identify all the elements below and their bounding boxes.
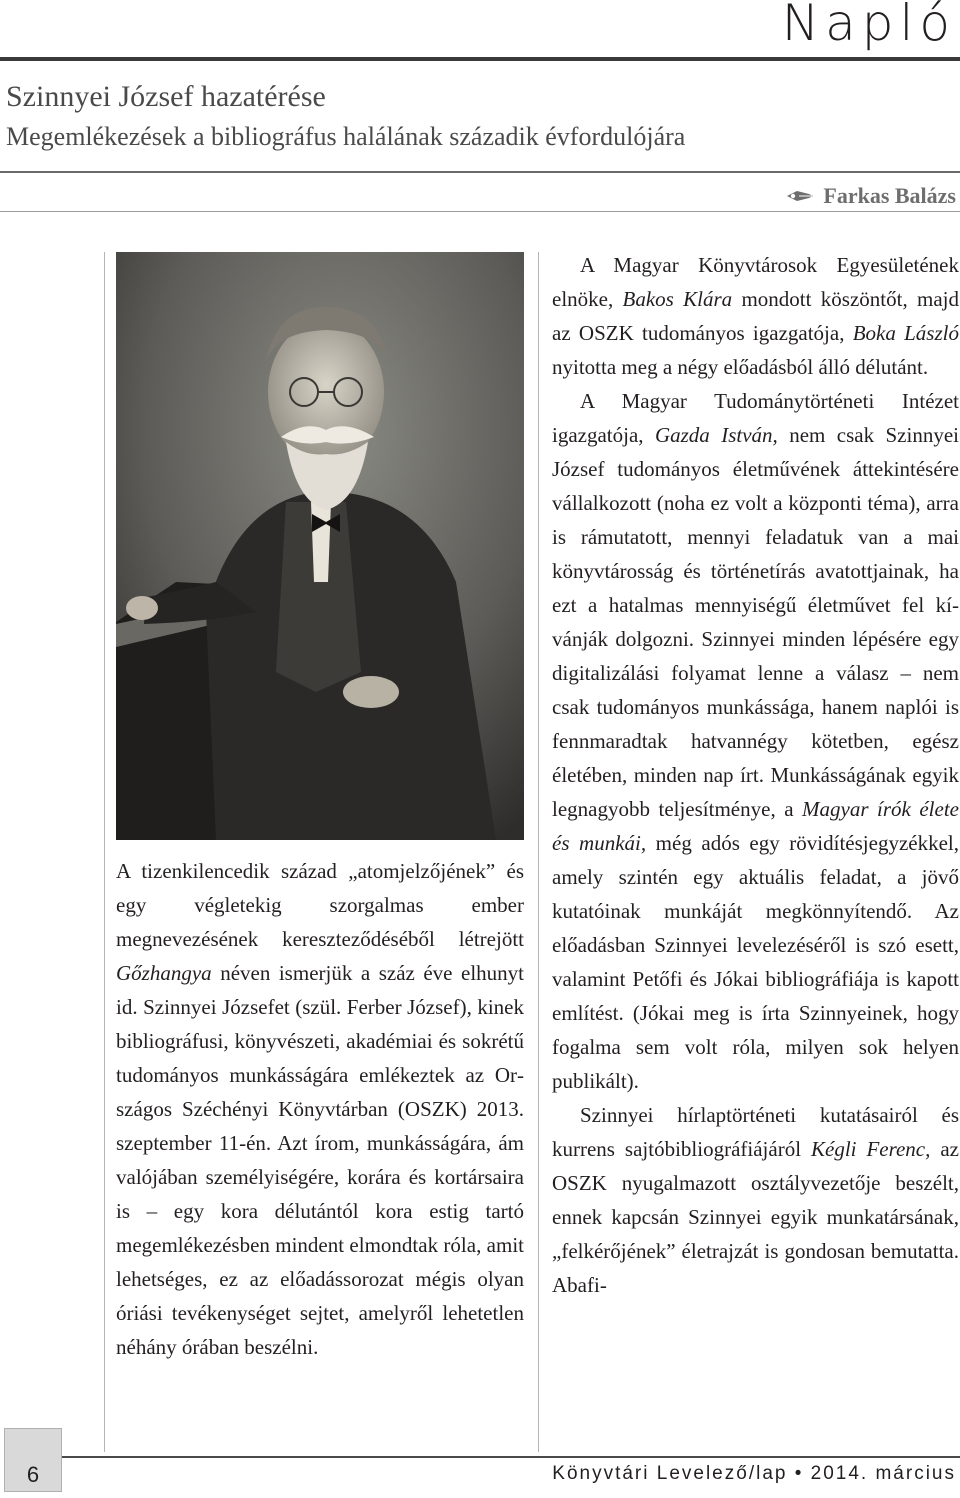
text-run: az OSZK nyugalmazott osztályvezetője beszélt, ennek kapcsán Szinnyei egyik munkatársának, „felkérőjének” életrajzát is gondosan bemutatta. Abafi- bbox=[552, 1137, 959, 1297]
right-column bbox=[552, 248, 959, 1302]
italic-name: Gőzhangya bbox=[116, 961, 212, 985]
italic-name: Kégli Ferenc, bbox=[811, 1137, 931, 1161]
right-paragraph-1 bbox=[552, 248, 959, 384]
section-title: Napló bbox=[781, 0, 956, 52]
text-run: A Magyar Könyvtárosok Egyesületének elnöke, bbox=[552, 253, 959, 311]
text-run: még adós egy rövidítésjegyzékkel, amely szintén egy aktuális feladat, a jövő kutatóinak munkáját megkönnyítendő. Az előadásban Szinnyei levelezéséről is szó esett, valamint Petőfi és Jókai bibliográfiája is kapott említést. (Jókai meg is írta Szinnyeinek, hogy fogalma sem volt róla, milyen sok helyen publikált). bbox=[552, 831, 959, 1093]
center-column-divider bbox=[538, 252, 539, 1452]
author-rule bbox=[0, 211, 960, 212]
text-run: nyitotta meg a négy előadásból álló délutánt. bbox=[552, 355, 929, 379]
article-subtitle: Megemlékezések a bibliográfus halálának századik évfordulójára bbox=[6, 122, 686, 151]
text-run: Szinnyei hírlaptörténeti kutatásairól és kurrens sajtóbibliográfiájáról bbox=[552, 1103, 959, 1161]
author-name: Farkas Balázs bbox=[823, 183, 956, 208]
italic-name: Bakos Klára bbox=[622, 287, 733, 311]
italic-name: Magyar írók élete és munkái, bbox=[552, 797, 959, 855]
text-run: A tizenkilencedik század „atomjelzőjének” és egy végletekig szorgalmas ember megnevezésének kereszteződéséből létrejött bbox=[116, 859, 524, 951]
top-rule bbox=[0, 57, 960, 61]
text-run: nem csak Szinnyei József tudományos életművének áttekintésére vállalkozott (noha ez volt a központi téma), arra is rámutatott, mennyi feladatuk van a mai könyvtárosság és történetírás avatottjainak, ha ezt a hatalmas mennyiségű életművet fel kívánják dolgozni. Szinnyei minden lépésére egy digitalizálási folyamat lenne a válasz – nem csak tudományos munkássága, hanem naplói is fennmaradtak hatvannégy kötetben, egész életében, minden nap írt. Munkásságának egyik legnagyobb teljesítménye, a bbox=[552, 423, 959, 821]
left-paragraph-1 bbox=[116, 854, 524, 1364]
right-paragraph-2 bbox=[552, 384, 959, 1098]
mid-rule bbox=[0, 171, 960, 173]
text-run: mondott köszöntőt, majd az OSZK tudományos igazgatója, bbox=[552, 287, 959, 345]
pen-nib-icon bbox=[785, 188, 815, 204]
left-column-divider bbox=[104, 252, 105, 1452]
text-run: néven ismerjük a száz éve elhunyt id. Szinnyei Józsefet (szül. Ferber József), kinek bibliográfusi, könyvészeti, akadémiai és sokrétű tudományos munkásságára emlékeztek az Országos Széchényi Könyvtárban (OSZK) 2013. szeptember 11-én. Azt írom, munkásságára, ám valójában személyiségére, korára és kortársaira is – egy kora délutántól kora estig tartó megemlékezésben mindent elmondtak róla, amit lehetséges, ez az előadássorozat mégis olyan óriási tevékenységet sejtet, amelyről lehetetlen néhány órában beszélni. bbox=[116, 961, 524, 1359]
portrait-photo bbox=[116, 252, 524, 840]
article-title: Szinnyei József hazatérése bbox=[6, 80, 326, 113]
footer-rule bbox=[62, 1456, 960, 1458]
author-line bbox=[785, 183, 956, 209]
italic-name: Gazda István, bbox=[654, 423, 778, 447]
page-number: 6 bbox=[26, 1462, 40, 1487]
right-paragraph-3 bbox=[552, 1098, 959, 1302]
text-run: A Magyar Tudománytörténeti Intézet igazgatója, bbox=[552, 389, 959, 447]
left-column bbox=[116, 854, 524, 1364]
italic-name: Boka László bbox=[852, 321, 959, 345]
footer-publication: Könyvtári Levelező/lap • 2014. március bbox=[552, 1463, 956, 1484]
